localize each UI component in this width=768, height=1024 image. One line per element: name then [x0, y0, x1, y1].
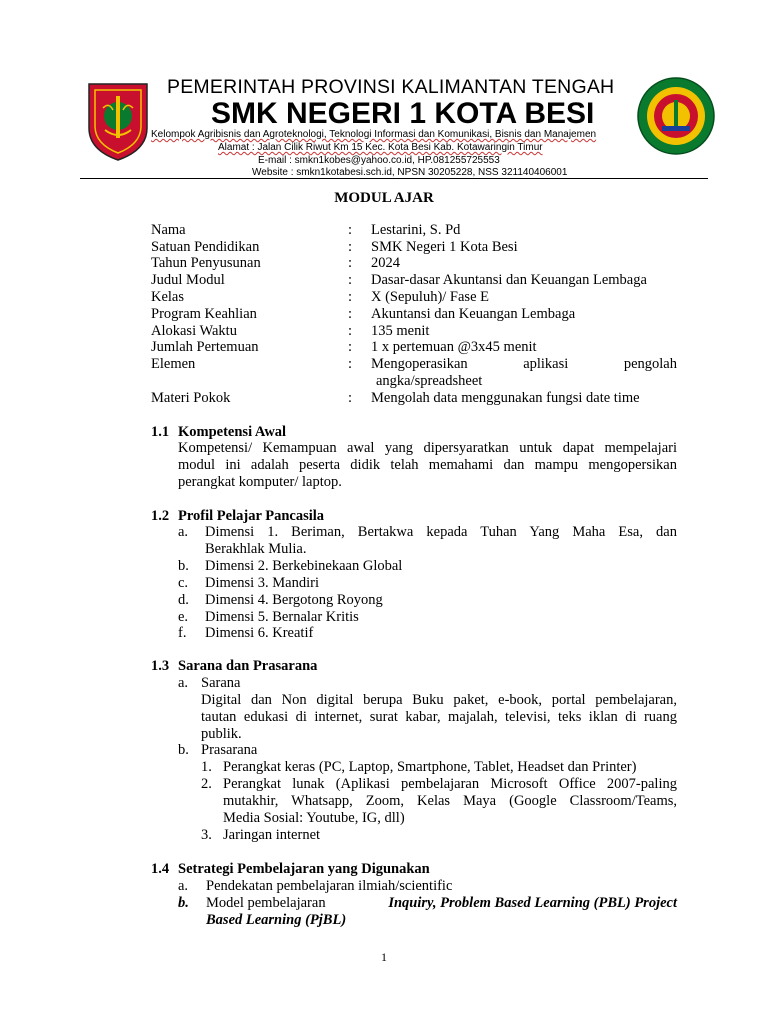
- list-item-text: Dimensi 2. Berkebinekaan Global: [205, 558, 403, 574]
- list-marker: f.: [178, 625, 187, 641]
- school-name: SMK NEGERI 1 KOTA BESI: [211, 97, 595, 130]
- paragraph-line: tautan edukasi di internet, surat kabar, majalah, televisi, teks iklan di ruang: [201, 709, 677, 725]
- model-names: Inquiry, Problem Based Learning (PBL) Project: [388, 895, 677, 911]
- government-name: PEMERINTAH PROVINSI KALIMANTAN TENGAH: [167, 76, 615, 98]
- list-marker: b.: [178, 558, 189, 574]
- identity-colon: :: [348, 239, 353, 255]
- identity-value: Dasar-dasar Akuntansi dan Keuangan Lembaga: [371, 272, 647, 288]
- identity-colon: :: [348, 272, 353, 288]
- list-marker: b.: [178, 742, 189, 758]
- list-item-text: Sarana: [201, 675, 241, 691]
- list-item-text: Perangkat keras (PC, Laptop, Smartphone, Tablet, Headset dan Printer): [223, 759, 637, 775]
- model-prefix: Model pembelajaran: [206, 895, 326, 911]
- paragraph-line: Digital dan Non digital berupa Buku paket, e-book, portal pembelajaran,: [201, 692, 677, 708]
- section-heading: Kompetensi Awal: [178, 424, 287, 440]
- section-heading: Sarana dan Prasarana: [178, 658, 318, 674]
- list-item-text: Berakhlak Mulia.: [205, 541, 307, 557]
- list-item-text: mutakhir, Whatsapp, Zoom, Kelas Maya (Google Classroom/Teams,: [223, 793, 677, 809]
- identity-value: [371, 356, 677, 373]
- list-item-text: Dimensi 3. Mandiri: [205, 575, 319, 591]
- list-item-text: Dimensi 5. Bernalar Kritis: [205, 609, 359, 625]
- identity-colon: :: [348, 390, 353, 406]
- identity-label: Nama: [151, 222, 186, 238]
- section-number: 1.2: [151, 508, 170, 524]
- identity-colon: :: [348, 323, 353, 339]
- identity-value: Lestarini, S. Pd: [371, 222, 461, 238]
- list-marker: e.: [178, 609, 189, 625]
- paragraph-line: publik.: [201, 726, 242, 742]
- identity-value-word: pengolah: [623, 356, 677, 372]
- school-emblem-icon: [636, 76, 716, 156]
- list-item-text: [206, 895, 677, 912]
- identity-value: 135 menit: [371, 323, 430, 339]
- list-item-text: Perangkat lunak (Aplikasi pembelajaran Microsoft Office 2007-paling: [223, 776, 677, 792]
- identity-value: X (Sepuluh)/ Fase E: [371, 289, 489, 305]
- identity-value: Akuntansi dan Keuangan Lembaga: [371, 306, 576, 322]
- list-marker: b.: [178, 895, 189, 911]
- model-names-continued: Based Learning (PjBL): [206, 912, 347, 928]
- identity-label: Elemen: [151, 356, 196, 372]
- identity-label: Materi Pokok: [151, 390, 231, 406]
- identity-label: Judul Modul: [151, 272, 225, 288]
- section-number: 1.1: [151, 424, 170, 440]
- identity-label: Tahun Penyusunan: [151, 255, 261, 271]
- identity-value-word: Mengoperasikan: [371, 356, 468, 372]
- list-item-text: Dimensi 4. Bergotong Royong: [205, 592, 383, 608]
- header-rule: [80, 178, 708, 179]
- provincial-emblem-icon: [83, 78, 153, 162]
- identity-value-word: aplikasi: [523, 356, 569, 372]
- paragraph-line: modul ini adalah peserta didik telah memahami dan mampu mengopersikan: [178, 457, 677, 473]
- list-marker: a.: [178, 878, 189, 894]
- identity-value: 2024: [371, 255, 400, 271]
- list-marker: 2.: [201, 776, 212, 792]
- section-heading: Setrategi Pembelajaran yang Digunakan: [178, 861, 430, 877]
- list-item-text: Dimensi 6. Kreatif: [205, 625, 314, 641]
- identity-colon: :: [348, 339, 353, 355]
- paragraph-line: Kompetensi/ Kemampuan awal yang dipersyaratkan untuk dapat mempelajari: [178, 440, 677, 456]
- identity-label: Kelas: [151, 289, 185, 305]
- list-marker: 1.: [201, 759, 212, 775]
- identity-colon: :: [348, 222, 353, 238]
- section-number: 1.3: [151, 658, 170, 674]
- identity-value: 1 x pertemuan @3x45 menit: [371, 339, 537, 355]
- list-item-text: Prasarana: [201, 742, 258, 758]
- section-heading: Profil Pelajar Pancasila: [178, 508, 325, 524]
- school-address: Alamat : Jalan Cilik Riwut Km 15 Kec. Kota Besi Kab. Kotawaringin Timur: [218, 142, 543, 153]
- school-email: E-mail : smkn1kobes@yahoo.co.id, HP.081255725553: [258, 155, 500, 166]
- identity-label: Alokasi Waktu: [151, 323, 237, 339]
- identity-colon: :: [348, 306, 353, 322]
- identity-label: Jumlah Pertemuan: [151, 339, 259, 355]
- identity-value: SMK Negeri 1 Kota Besi: [371, 239, 518, 255]
- section-number: 1.4: [151, 861, 170, 877]
- list-item-text: Dimensi 1. Beriman, Bertakwa kepada Tuhan Yang Maha Esa, dan: [205, 524, 677, 540]
- identity-colon: :: [348, 255, 353, 271]
- identity-label: Program Keahlian: [151, 306, 257, 322]
- list-marker: d.: [178, 592, 189, 608]
- list-marker: 3.: [201, 827, 212, 843]
- identity-value: Mengolah data menggunakan fungsi date time: [371, 390, 640, 406]
- list-marker: a.: [178, 675, 189, 691]
- identity-label: Satuan Pendidikan: [151, 239, 260, 255]
- identity-colon: :: [348, 356, 353, 372]
- list-marker: a.: [178, 524, 189, 540]
- list-item-text: Jaringan internet: [223, 827, 321, 843]
- identity-colon: :: [348, 289, 353, 305]
- paragraph-line: perangkat komputer/ laptop.: [178, 474, 342, 490]
- school-website: Website : smkn1kotabesi.sch.id, NPSN 30205228, NSS 321140406001: [252, 167, 568, 178]
- document-title: MODUL AJAR: [334, 190, 434, 206]
- list-item-text: Pendekatan pembelajaran ilmiah/scientific: [206, 878, 453, 894]
- list-marker: c.: [178, 575, 189, 591]
- page-number: 1: [381, 950, 387, 964]
- identity-value-continued: angka/spreadsheet: [376, 373, 483, 389]
- list-item-text: Media Sosial: Youtube, IG, dll): [223, 810, 405, 826]
- school-fields: Kelompok Agribisnis dan Agroteknologi, Teknologi Informasi dan Komunikasi, Bisnis dan Manajemen: [151, 129, 597, 140]
